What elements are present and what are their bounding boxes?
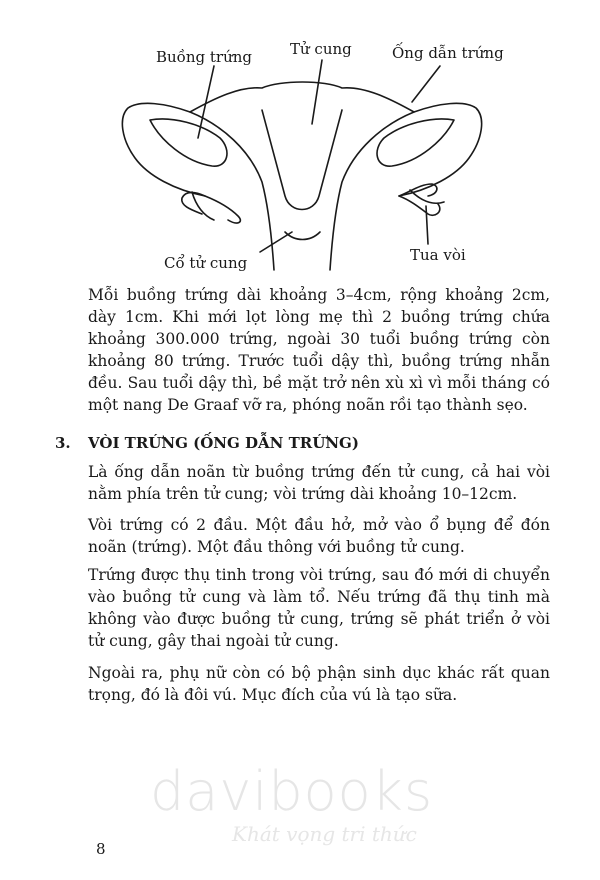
label-uterus: Tử cung [290,40,352,58]
label-fallopian-tube: Ống dẫn trứng [392,44,504,62]
paragraph-tube-definition: Là ống dẫn noãn từ buồng trứng đến tử cung, cả hai vòi nằm phía trên tử cung; vòi trứng dài khoảng 10–12cm. [88,463,550,503]
watermark-brand: davibooks [150,760,434,823]
fundus-top [190,82,414,112]
label-fimbriae: Tua vòi [410,246,466,264]
left-fimbriae [182,192,241,223]
leader-uterus [312,60,322,124]
paragraph-tube-ends: Vòi trứng có 2 đầu. Một đầu hở, mở vào ổ bụng để đón noãn (trứng). Một đầu thông với buồng tử cung. [88,516,550,556]
section-title: VÒI TRỨNG (ỐNG DẪN TRỨNG) [88,434,359,452]
leader-cervix [260,232,292,252]
uterine-cavity [262,110,342,210]
leader-fimbriae [426,206,428,244]
label-ovary: Buồng trứng [156,48,253,66]
page-number: 8 [96,840,106,858]
paragraph-ovary-description: Mỗi buồng trứng dài khoảng 3–4cm, rộng khoảng 2cm, dày 1cm. Khi mới lọt lòng mẹ thì 2 buồng trứng chứa khoảng 300.000 trứng, ngoài 30 tuổi buồng trứng còn khoảng 80 trứng. Trước tuổi dậy thì, buồng trứng nhẵn đều. Sau tuổi dậy thì, bề mặt trở nên xù xì vì mỗi tháng có một nang De Graaf vỡ ra, phóng noãn rồi tạo thành sẹo. [88,286,550,414]
section-heading [55,434,359,452]
label-cervix: Cổ tử cung [164,254,248,272]
section-number: 3. [55,434,71,452]
uterus-outline [122,103,481,270]
right-fimbriae [399,184,444,215]
paragraph-breasts: Ngoài ra, phụ nữ còn có bộ phận sinh dục khác rất quan trọng, đó là đôi vú. Mục đích của vú là tạo sữa. [88,664,550,704]
paragraph-fertilization: Trứng được thụ tinh trong vòi trứng, sau đó mới di chuyển vào buồng tử cung và làm tổ. Nếu trứng đã thụ tinh mà không vào được buồng tử cung, trứng sẽ phát triển ở vòi tử cung, gây thai ngoài tử cung. [88,566,550,650]
leader-tube [412,66,440,102]
watermark-tagline: Khát vọng tri thức [232,822,417,846]
leader-ovary [198,66,214,138]
